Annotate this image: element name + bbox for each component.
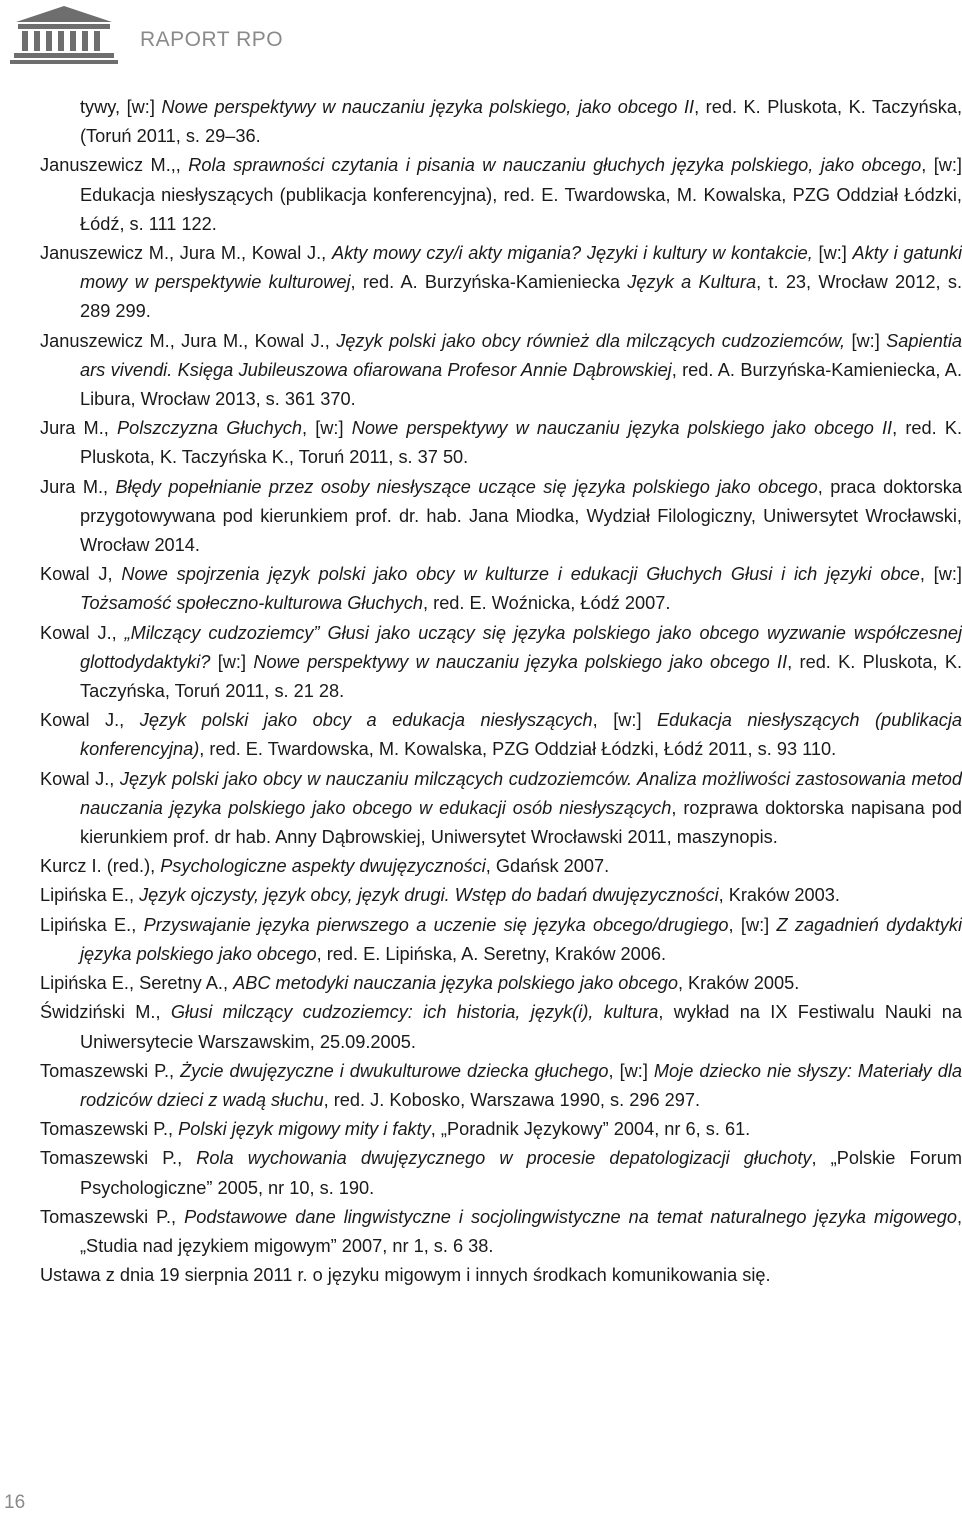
bibliography-entry [40,327,962,415]
entry-title-text: Język polski jako obcy również dla milczących cudzoziemców, [336,330,846,351]
entry-text: , red. K. Pluskota, K. Taczyńska, (Toruń 2011, s. 29–36. [80,97,962,147]
entry-title-text: Język polski jako obcy a edukacja niesłyszących [139,710,593,731]
bibliography-entry [40,1203,962,1261]
entry-text: , red. E. Twardowska, M. Kowalska, PZG Oddział Łódzki, Łódź 2011, s. 93 110. [199,739,837,760]
entry-title-text: Nowe spojrzenia język polski jako obcy w kulturze i edukacji Głuchych Głusi i ich języki obce [121,564,920,585]
entry-text: Januszewicz M., Jura M., Kowal J., [40,243,332,264]
entry-title-text: Podstawowe dane lingwistyczne i socjolingwistyczne na temat naturalnego języka migowego [184,1206,957,1227]
entry-text: , Gdańsk 2007. [485,856,610,877]
entry-title-text: „Milczący cudzoziemcy” Głusi jako uczący się języka polskiego jako obcego wyzwanie współczesnej glottodydaktyki? [80,622,962,672]
entry-text: , red. A. Burzyńska-Kamieniecka, A. Libura, Wrocław 2013, s. 361 370. [80,359,962,410]
bibliography-entry [40,1144,962,1202]
entry-text: , t. 23, Wrocław 2012, s. 289 299. [80,272,962,322]
entry-text: , [w:] Edukacja niesłyszących (publikacja konferencyjna), red. E. Twardowska, M. Kowalska, PZG Oddział Łódzki, Łódź, s. 111 122. [80,155,962,234]
entry-text: Lipińska E., [40,885,140,906]
bibliography-entry [40,414,962,472]
entry-title-text: Język polski jako obcy w nauczaniu milczących cudzoziemców. Analiza możliwości zastosowania metod nauczania języka polskiego jako obcego w edukacji osób niesłyszących [80,768,962,818]
entry-text: , red. E. Lipińska, A. Seretny, Kraków 2006. [316,943,667,964]
entry-text: Tomaszewski P., [40,1148,197,1169]
page-number: 16 [4,1492,26,1513]
entry-title-text: Nowe perspektywy w nauczaniu języka polskiego, jako obcego II [161,97,695,117]
entry-title-text: Rola wychowania dwujęzycznego w procesie depatologizacji głuchoty [196,1148,812,1169]
entry-title-text: Sapientia ars vivendi. Księga Jubileuszowa ofiarowana Profesor Annie Dąbrowskiej [80,330,962,380]
entry-text: Tomaszewski P., [40,1206,185,1227]
entry-title-text: Rola sprawności czytania i pisania w nauczaniu głuchych języka polskiego, jako obcego [188,155,922,176]
entry-text: Tomaszewski P., [40,1119,179,1140]
entry-text: , Kraków 2005. [677,973,800,994]
entry-title-text: Język ojczysty, język obcy, język drugi. Wstęp do badań dwujęzyczności [139,885,719,906]
bibliography-entry [40,1261,962,1290]
entry-text: Kowal J., [40,622,125,643]
entry-text: Kowal J., [40,710,140,731]
entry-text: , [w:] [919,564,962,585]
entry-title-text: Nowe perspektywy w nauczaniu języka polskiego jako obcego II [351,418,893,439]
entry-title-text: Edukacja niesłyszących (publikacja konferencyjna) [80,710,962,760]
bibliography-entry [40,706,962,764]
bibliography-entry [40,560,962,618]
entry-text: Kurcz I. (red.), [40,856,161,877]
entry-text: , [w:] [302,418,352,439]
entry-text: , praca doktorska przygotowywana pod kierunkiem prof. dr. hab. Jana Miodka, Wydział Filologiczny, Uniwersytet Wrocławski, Wrocław 2014. [80,476,962,556]
entry-title-text: Polski język migowy mity i fakty [178,1119,431,1140]
entry-text: [w:] [210,651,254,672]
entry-text: Tomaszewski P., [40,1060,181,1081]
entry-text: Jura M., [40,418,117,439]
entry-title-text: ABC metodyki nauczania języka polskiego jako obcego [233,973,678,994]
entry-text: Kowal J, [40,564,122,585]
entry-text: Januszewicz M., Jura M., Kowal J., [40,330,337,351]
entry-text: , „Studia nad językiem migowym” 2007, nr 1, s. 6 38. [80,1206,962,1256]
entry-text: , wykład na IX Festiwalu Nauki na Uniwersytecie Warszawskim, 25.09.2005. [80,1002,962,1052]
bibliography-entry [40,619,962,707]
bibliography-entry [40,998,962,1056]
entry-title-text: Z zagadnień dydaktyki języka polskiego jako obcego [80,914,962,964]
entry-title-text: Moje dziecko nie słyszy: Materiały dla rodziców dzieci z wadą słuchu [80,1060,962,1110]
entry-text: Świdziński M., [40,1002,171,1023]
entry-text: tywy, [w:] [80,97,162,117]
parliament-building-icon [8,4,120,64]
entry-text: Ustawa z dnia 19 sierpnia 2011 r. o języku migowym i innych środkach komunikowania się. [40,1265,771,1286]
bibliography-entry [40,765,962,853]
entry-text: , [w:] [592,710,658,731]
entry-text: , rozprawa doktorska napisana pod kierunkiem prof. dr hab. Anny Dąbrowskiej, Uniwersytet Wrocławski 2011, maszynopis. [80,797,962,848]
entry-text: , red. E. Woźnicka, Łódź 2007. [423,593,671,614]
entry-text: , red. K. Pluskota, K. Taczyńska, Toruń 2011, s. 21 28. [80,651,962,702]
entry-title-text: Głusi milczący cudzoziemcy: ich historia, język(i), kultura [170,1002,659,1023]
bibliography-entry [40,239,962,327]
entry-text: , Kraków 2003. [718,885,840,906]
entry-text: , red. J. Kobosko, Warszawa 1990, s. 296 297. [323,1089,701,1110]
entry-text: [w:] [845,330,887,351]
bibliography-entry [40,151,962,239]
entry-title-text: Akty i gatunki mowy w perspektywie kulturowej [80,243,962,293]
entry-title-text: Język a Kultura [627,272,757,293]
entry-text: , red. K. Pluskota, K. Taczyńska K., Toruń 2011, s. 37 50. [80,418,962,468]
bibliography-list [40,93,962,1290]
bibliography-entry [40,852,962,881]
bibliography-entry [40,911,962,969]
entry-text: Januszewicz M.,, [40,155,189,176]
bibliography-entry [40,1057,962,1115]
header-title: RAPORT RPO [140,28,284,51]
bibliography-entry [40,1115,962,1144]
entry-title-text: Przyswajanie języka pierwszego a uczenie się języka obcego/drugiego [143,914,729,935]
entry-title-text: Nowe perspektywy w nauczaniu języka polskiego jako obcego II [253,651,788,672]
entry-title-text: Błędy popełnianie przez osoby niesłyszące uczące się języka polskiego jako obcego [115,476,818,497]
entry-title-text: Tożsamość społeczno-kulturowa Głuchych [80,593,424,614]
entry-text: , [w:] [728,914,777,935]
entry-text: , red. A. Burzyńska-Kamieniecka [350,272,628,293]
entry-text: , „Polskie Forum Psychologiczne” 2005, nr 10, s. 190. [80,1148,962,1198]
entry-title-text: Akty mowy czy/i akty migania? Języki i kultury w kontakcie, [331,243,813,264]
bibliography-entry [40,969,962,998]
bibliography-entry [40,881,962,910]
entry-text: , [w:] [608,1060,654,1081]
entry-text: Lipińska E., Seretny A., [40,973,234,994]
entry-text: [w:] [812,243,853,264]
entry-title-text: Psychologiczne aspekty dwujęzyczności [160,856,486,877]
entry-text: Jura M., [40,476,116,497]
bibliography-entry [40,93,962,151]
page-header [0,0,960,70]
entry-title-text: Życie dwujęzyczne i dwukulturowe dziecka głuchego [180,1060,609,1081]
entry-text: Lipińska E., [40,914,144,935]
entry-text: , „Poradnik Językowy” 2004, nr 6, s. 61. [430,1119,751,1140]
bibliography-entry [40,473,962,561]
entry-title-text: Polszczyzna Głuchych [116,418,303,439]
entry-text: Kowal J., [40,768,120,789]
